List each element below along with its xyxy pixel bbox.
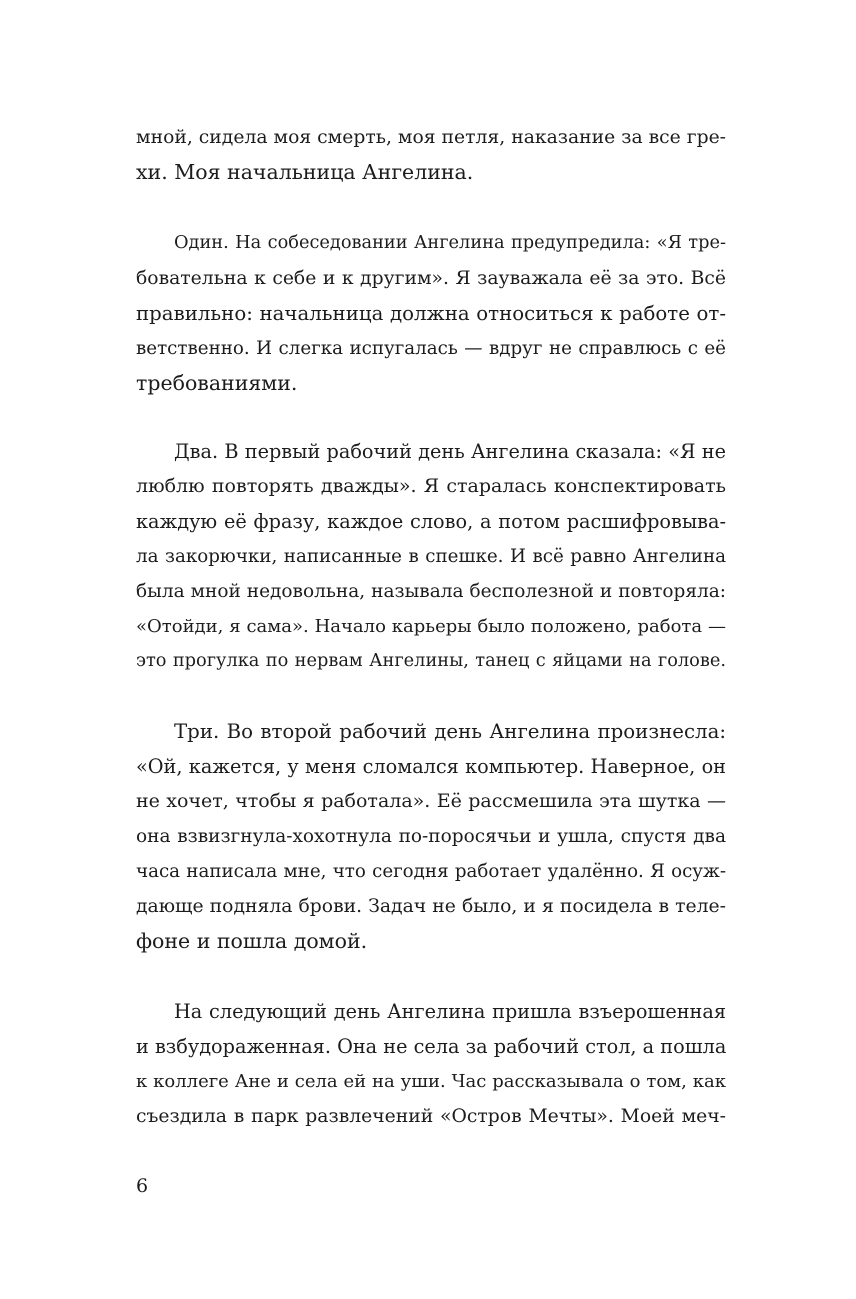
text-line: и взбудораженная. Она не села за рабочий стол, а пошла [136, 1035, 727, 1058]
text-line: часа написала мне, что сегодня работает удалённо. Я осуж- [136, 861, 726, 882]
paragraph-one [136, 226, 726, 401]
text-line: люблю повторять дважды». Я старалась конспектировать [136, 475, 726, 497]
paragraph-continuation [136, 120, 726, 190]
text-line: ветственно. И слегка испугалась — вдруг не справлюсь с её [136, 338, 726, 359]
text-line: это прогулка по нервам Ангелины, танец с яйцами на голове. [136, 651, 726, 671]
text-line: Два. В первый рабочий день Ангелина сказала: «Я не [174, 440, 726, 463]
text-line: фоне и пошла домой. [136, 929, 368, 953]
text-line: была мной недовольна, называла бесполезной и повторяла: [136, 581, 726, 602]
text-line: На следующий день Ангелина пришла взъерошенная [174, 1000, 726, 1023]
text-line: бовательна к себе и к другим». Я зауважала её за это. Всё [136, 268, 726, 289]
paragraph-three [136, 714, 726, 959]
text-line: ла закорючки, написанные в спешке. И всё равно Ангелина [136, 546, 726, 567]
text-line: Один. На собеседовании Ангелина предупредила: «Я тре- [174, 233, 726, 253]
text-line: мной, сидела моя смерть, моя петля, наказание за все гре- [136, 127, 726, 148]
text-line: дающе подняла брови. Задач не было, и я посидела в теле- [136, 896, 726, 917]
text-line: каждую её фразу, каждое слово, а потом расшифровыва- [136, 510, 726, 533]
paragraph-four [136, 994, 726, 1134]
text-line: «Отойди, я сама». Начало карьеры было положено, работа — [136, 616, 726, 637]
text-line: правильно: начальница должна относиться к работе от- [136, 302, 726, 325]
text-line: к коллеге Ане и села ей на уши. Час рассказывала о том, как [136, 1071, 726, 1092]
text-line: съездила в парк развлечений «Остров Мечты». Моей меч- [136, 1106, 726, 1127]
page-number: 6 [136, 1175, 149, 1197]
paragraph-two [136, 434, 726, 679]
text-line: не хочет, чтобы я работала». Её рассмешила эта шутка — [136, 790, 726, 812]
text-line: хи. Моя начальница Ангелина. [136, 160, 474, 184]
text-line: Три. Во второй рабочий день Ангелина произнесла: [174, 720, 726, 743]
text-line: она взвизгнула-хохотнула по-поросячьи и ушла, спустя два [136, 826, 726, 847]
text-line: «Ой, кажется, у меня сломался компьютер. Наверное, он [136, 755, 726, 778]
text-line: требованиями. [136, 371, 298, 395]
